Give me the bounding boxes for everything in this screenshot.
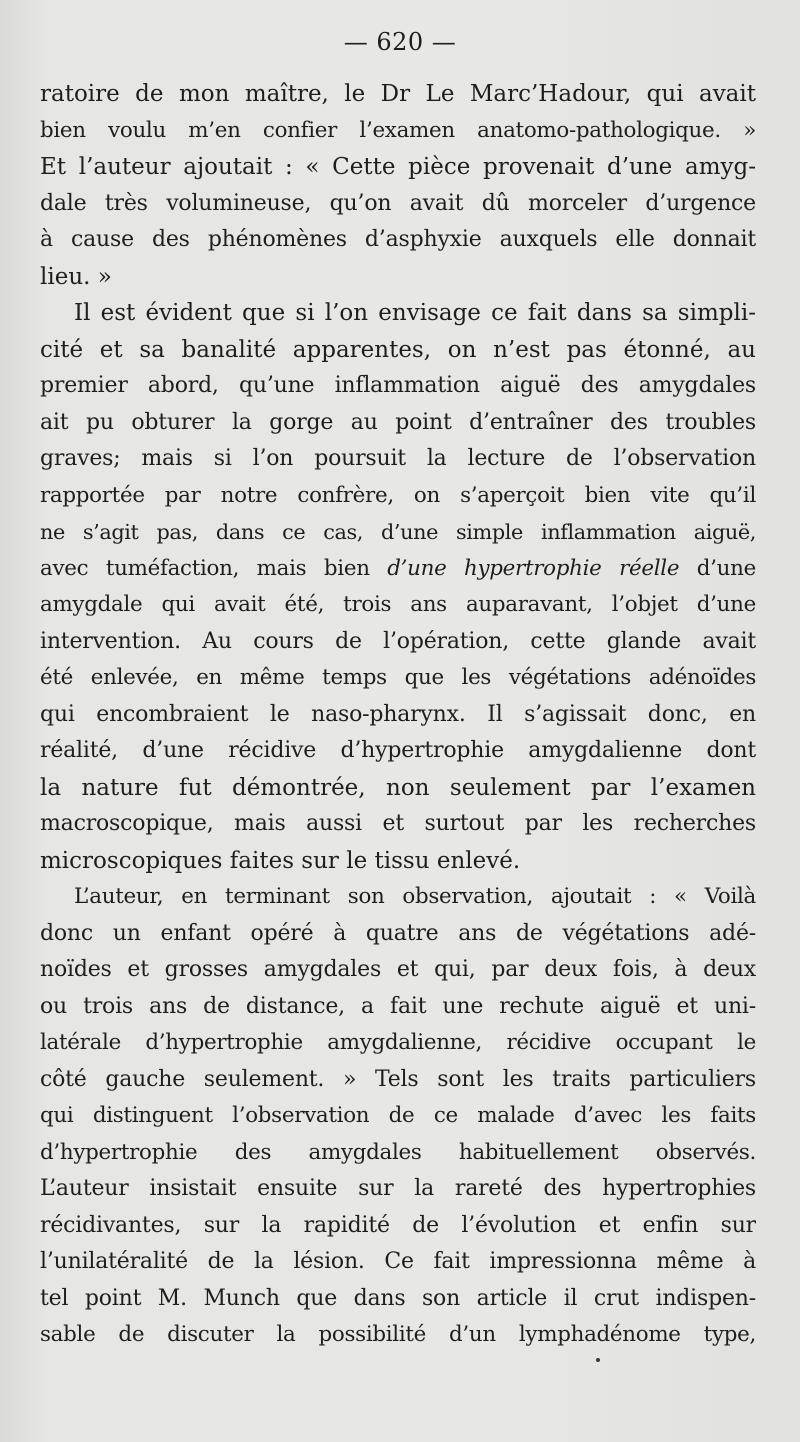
text-line: ne s’agit pas, dans ce cas, d’une simple inflammation aiguë,: [40, 520, 756, 544]
text-line: réalité, d’une récidive d’hypertrophie amygdalienne dont: [40, 738, 756, 763]
italic-phrase: d’une hypertrophie réelle: [387, 555, 680, 581]
text-line: été enlevée, en même temps que les végétations adénoïdes: [40, 665, 756, 690]
body-text: [40, 76, 756, 1354]
text-line: microscopiques faites sur le tissu enlevé.: [40, 847, 521, 874]
text-line: qui distinguent l’observation de ce malade d’avec les faits: [40, 1103, 756, 1128]
ink-speck: [596, 1358, 600, 1362]
text-line: bien voulu m’en confier l’examen anatomo-pathologique. »: [40, 117, 756, 143]
text-line: noïdes et grosses amygdales et qui, par deux fois, à deux: [40, 957, 756, 982]
text-line: sable de discuter la possibilité d’un lymphadénome type,: [40, 1322, 756, 1347]
text-line: amygdale qui avait été, trois ans auparavant, l’objet d’une: [40, 592, 756, 617]
text-line: dale très volumineuse, qu’on avait dû morceler d’urgence: [40, 190, 756, 216]
text-line: donc un enfant opéré à quatre ans de végétations adé-: [40, 920, 756, 946]
text-line: intervention. Au cours de l’opération, cette glande avait: [40, 628, 756, 654]
text-line: cité et sa banalité apparentes, on n’est pas étonné, au: [40, 336, 756, 363]
text-line: Il est évident que si l’on envisage ce fait dans sa simpli-: [74, 300, 756, 326]
text-line: côté gauche seulement. » Tels sont les traits particuliers: [40, 1066, 756, 1092]
text-line: latérale d’hypertrophie amygdalienne, récidive occupant le: [40, 1030, 756, 1055]
text-line: ratoire de mon maître, le Dr Le Marc’Hadour, qui avait: [40, 81, 756, 107]
text-line: macroscopique, mais aussi et surtout par les recherches: [40, 811, 756, 836]
text-run: avec tuméfaction, mais bien: [40, 555, 388, 581]
text-line: à cause des phénomènes d’asphyxie auxquels elle donnait: [40, 227, 756, 252]
text-line: graves; mais si l’on poursuit la lecture de l’observation: [40, 446, 756, 471]
text-line: la nature fut démontrée, non seulement par l’examen: [40, 774, 756, 801]
text-line: tel point M. Munch que dans son article il crut indispen-: [40, 1285, 756, 1311]
text-line: premier abord, qu’une inflammation aiguë des amygdales: [40, 373, 756, 398]
text-line: récidivantes, sur la rapidité de l’évolution et enfin sur: [40, 1212, 756, 1238]
text-line: L’auteur insistait ensuite sur la rareté des hypertrophies: [40, 1176, 756, 1201]
text-line: ait pu obturer la gorge au point d’entraîner des troubles: [40, 409, 756, 435]
text-line: rapportée par notre confrère, on s’aperçoit bien vite qu’il: [40, 482, 756, 508]
text-run: d’une: [679, 555, 756, 581]
text-line: d’hypertrophie des amygdales habituellement observés.: [40, 1139, 756, 1165]
text-line-italic-phrase: [40, 551, 756, 588]
text-line: ou trois ans de distance, a fait une rechute aiguë et uni-: [40, 993, 756, 1019]
text-line: L’auteur, en terminant son observation, ajoutait : « Voilà: [74, 884, 756, 909]
text-line: qui encombraient le naso-pharynx. Il s’agissait donc, en: [40, 701, 756, 727]
text-line: l’unilatéralité de la lésion. Ce fait impressionna même à: [40, 1249, 756, 1274]
text-line: lieu. »: [40, 263, 112, 290]
page-number: — 620 —: [343, 28, 457, 56]
text-line: Et l’auteur ajoutait : « Cette pièce provenait d’une amyg-: [40, 154, 756, 180]
